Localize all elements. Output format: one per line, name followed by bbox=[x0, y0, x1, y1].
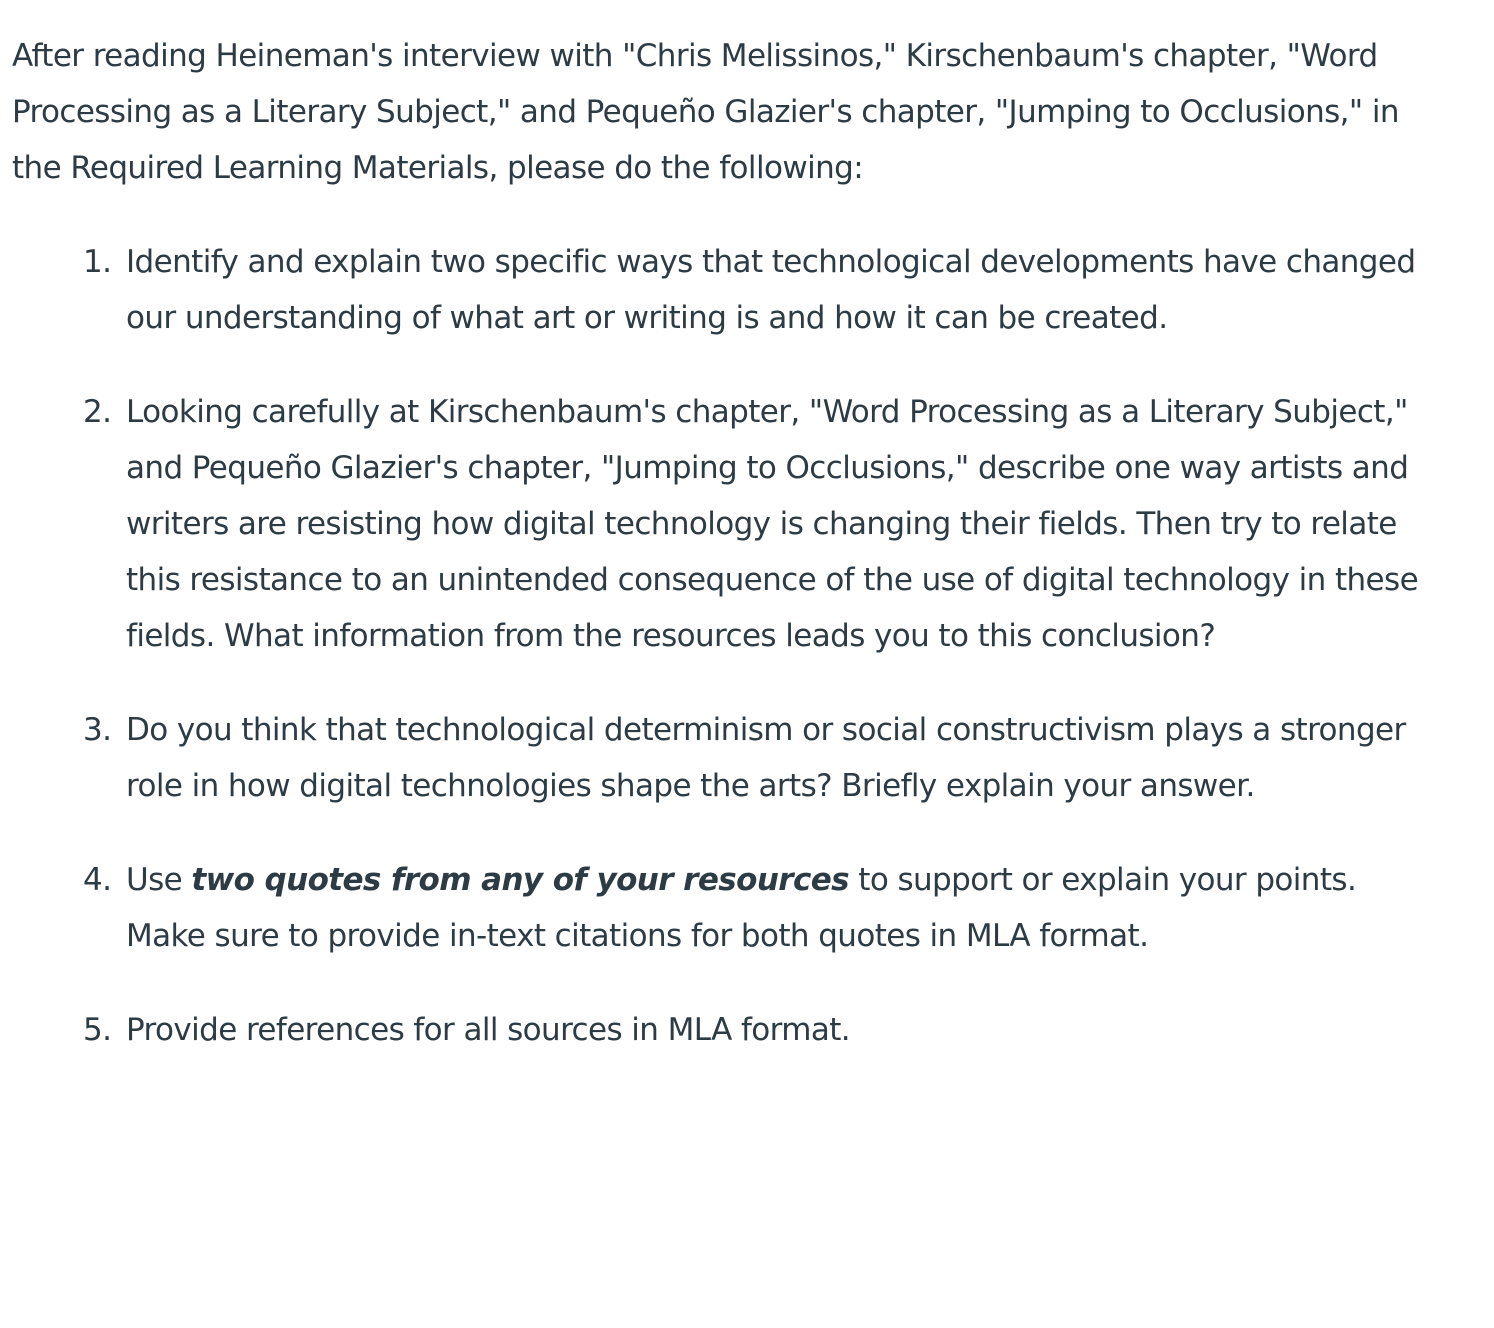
list-item-number: 2. bbox=[83, 394, 112, 430]
list-item bbox=[83, 1002, 1434, 1058]
list-item-number: 1. bbox=[83, 244, 112, 280]
task-list bbox=[12, 234, 1434, 1058]
list-item bbox=[83, 384, 1434, 664]
list-item-text-after: to support or explain your points. Make sure to provide in-text citations for both quotes in MLA format. bbox=[126, 862, 1357, 954]
list-item bbox=[83, 852, 1434, 964]
intro-paragraph: After reading Heineman's interview with "Chris Melissinos," Kirschenbaum's chapter, "Word Processing as a Literary Subject," and Pequeño Glazier's chapter, "Jumping to Occlusions," in the Required Learning Materials, please do the following: bbox=[12, 38, 1399, 186]
emphasized-text: two quotes from any of your resources bbox=[191, 862, 850, 898]
list-item bbox=[83, 702, 1434, 814]
list-item-text-before: Use bbox=[126, 862, 192, 898]
list-item-number: 4. bbox=[83, 862, 112, 898]
list-item-number: 5. bbox=[83, 1012, 112, 1048]
list-item-text: Do you think that technological determinism or social constructivism plays a stronger role in how digital technologies shape the arts? Briefly explain your answer. bbox=[126, 712, 1406, 804]
list-item-text: Looking carefully at Kirschenbaum's chapter, "Word Processing as a Literary Subject," and Pequeño Glazier's chapter, "Jumping to Occlusions," describe one way artists and writers are resisting how digital technology is changing their fields. Then try to relate this resistance to an unintended consequence of the use of digital technology in these fields. What information from the resources leads you to this conclusion? bbox=[126, 394, 1419, 654]
list-item-text: Provide references for all sources in MLA format. bbox=[126, 1012, 851, 1048]
list-item-text: Identify and explain two specific ways that technological developments have changed our understanding of what art or writing is and how it can be created. bbox=[126, 244, 1416, 336]
list-item-number: 3. bbox=[83, 712, 112, 748]
list-item bbox=[83, 234, 1434, 346]
